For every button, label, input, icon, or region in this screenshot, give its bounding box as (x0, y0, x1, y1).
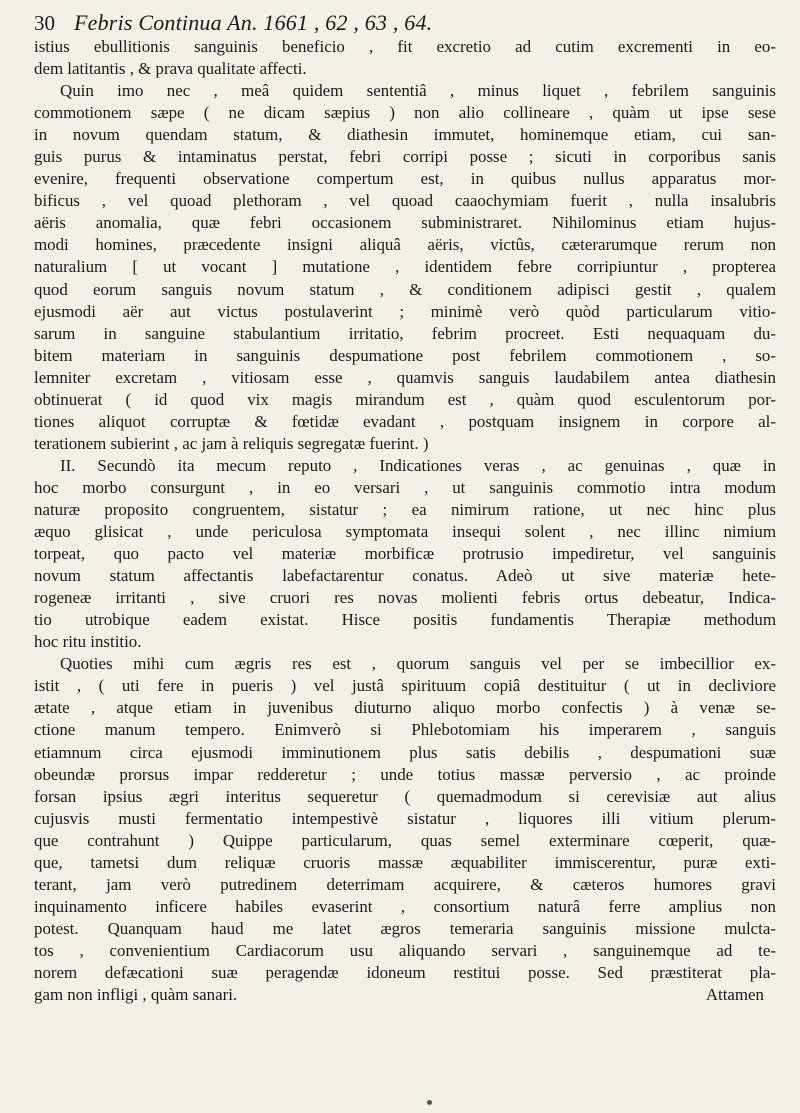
text-line: rogeneæ irritanti , sive cruori res novas molienti febris ortus debeatur, Indica- (34, 588, 776, 608)
text-line: ctione manum tempero. Enimverò si Phlebotomiam his imperarem , sanguis (34, 720, 776, 740)
text-line: dem latitantis , & prava qualitate affecti. (34, 59, 307, 79)
text-line: obeundæ prorsus impar redderetur ; unde totius massæ perversio , ac proinde (34, 764, 776, 784)
text-line: lemniter excretam , vitiosam esse , quamvis sanguis laudabilem antea diathesin (34, 367, 776, 387)
section-heading-line: II. Secundò ita mecum reputo , Indicationes veras , ac genuinas , quæ in (60, 455, 776, 475)
text-line: forsan ipsius ægri interitus sequeretur ( quemadmodum si cerevisiæ aut alius (34, 786, 776, 806)
text-line: cujusvis musti fermentatio intempestivè sistatur , liquores illi vitium plerum- (34, 808, 776, 828)
text-line: bificus , vel quoad plethoram , vel quoad caaochymiam fuerit , nulla insalubris (34, 191, 776, 211)
body-text (34, 36, 776, 1006)
text-line: potest. Quanquam haud me latet ægros temeraria sanguinis missione mulcta- (34, 918, 776, 938)
text-line: sarum in sanguine stabulantium irritatio, febrim procreet. Esti nequaquam du- (34, 323, 776, 343)
ink-dot (427, 1100, 432, 1105)
text-line: naturalium [ ut vocant ] mutatione , identidem febre corripiuntur , propterea (34, 257, 776, 277)
text-line: modi homines, præcedente insigni aliquâ aëris, victûs, cæterarumque rerum non (34, 235, 776, 255)
text-line: terationem subierint , ac jam à reliquis segregatæ fuerint. ) (34, 433, 429, 453)
text-line: gam non infligi , quàm sanari. (34, 985, 238, 1005)
final-line (34, 984, 776, 1006)
text-line: tiones aliquot corruptæ & fœtidæ evadant , postquam insignem in corpore al- (34, 411, 776, 431)
text-line: hoc morbo consurgunt , in eo versari , ut sanguinis commotio intra modum (34, 477, 776, 497)
running-title: Febris Continua An. 1661 , 62 , 63 , 64. (74, 10, 433, 35)
text-line: que contrahunt ) Quippe particularum, quas semel exterminare cœperit, quæ- (34, 830, 776, 850)
text-line: æquo glisicat , unde periculosa symptomata insequi solent , nec illinc nimium (34, 522, 776, 542)
text-line: commotionem sæpe ( ne dicam sæpius ) non alio collineare , quàm ut ipse sese (34, 103, 776, 123)
page-number: 30 (34, 11, 55, 35)
text-line: aëris anomalia, quæ febri occasionem subministraret. Nihilominus etiam hujus- (34, 213, 776, 233)
text-line: quod eorum sanguis novum statum , & conditionem adipisci gestit , qualem (34, 279, 776, 299)
text-line: tos , convenientium Cardiacorum usu aliquando servari , sanguinemque ad te- (34, 940, 776, 960)
text-line: terant, jam verò putredinem deterrimam acquirere, & cæteros humores gravi (34, 874, 776, 894)
text-line: obtinuerat ( id quod vix magis mirandum est , quàm quod esculentorum por- (34, 389, 776, 409)
text-line: tio utrobique eadem existat. Hisce positis fundamentis Therapiæ methodum (34, 610, 776, 630)
text-line: ejusmodi aër aut victus postulaverint ; minimè verò quòd particularum vitio- (34, 301, 776, 321)
text-line: novum statum affectantis labefactarentur conatus. Adeò ut sive materiæ hete- (34, 566, 776, 586)
text-line: evenire, frequenti observatione compertum est, in quibus nullus apparatus mor- (34, 169, 776, 189)
text-line: hoc ritu institio. (34, 632, 142, 652)
text-line: in novum quendam statum, & diathesin immutet, hominemque etiam, cui san- (34, 125, 776, 145)
text-line: istius ebullitionis sanguinis beneficio , fit excretio ad cutim excrementi in eo- (34, 37, 776, 56)
text-line: Quoties mihi cum ægris res est , quorum sanguis vel per se imbecillior ex- (60, 654, 776, 674)
running-head (34, 10, 776, 36)
text-line: que, tametsi dum reliquæ cruoris massæ æquabiliter immiscerentur, puræ exti- (34, 852, 776, 872)
text-line: bitem materiam in sanguinis despumatione post febrilem commotionem , so- (34, 345, 776, 365)
catchword: Attamen (705, 985, 764, 1005)
text-line: etiamnum circa ejusmodi imminutionem plus satis debilis , despumationi suæ (34, 742, 776, 762)
text-line: naturæ proposito congruentem, sistatur ; ea nimirum ratione, ut nec hinc plus (34, 499, 776, 519)
text-line: torpeat, quo pacto vel materiæ morbificæ protrusio impediretur, vel sanguinis (34, 544, 776, 564)
text-line: norem defæcationi suæ peragendæ idoneum restitui posse. Sed præstiterat pla- (34, 962, 776, 982)
text-line: inquinamento inficere habiles evaserint , consortium naturâ ferre amplius non (34, 896, 776, 916)
text-line: guis purus & intaminatus perstat, febri corripi posse ; sicuti in corporibus sanis (34, 147, 776, 167)
text-line: ætate , atque etiam in juvenibus diuturno aliquo morbo confectis ) à venæ se- (34, 698, 776, 718)
text-line: istit , ( uti fere in pueris ) vel justâ spirituum copiâ destituitur ( ut in decliviore (34, 676, 776, 696)
text-line: Quin imo nec , meâ quidem sententiâ , minus liquet , febrilem sanguinis (60, 81, 776, 101)
